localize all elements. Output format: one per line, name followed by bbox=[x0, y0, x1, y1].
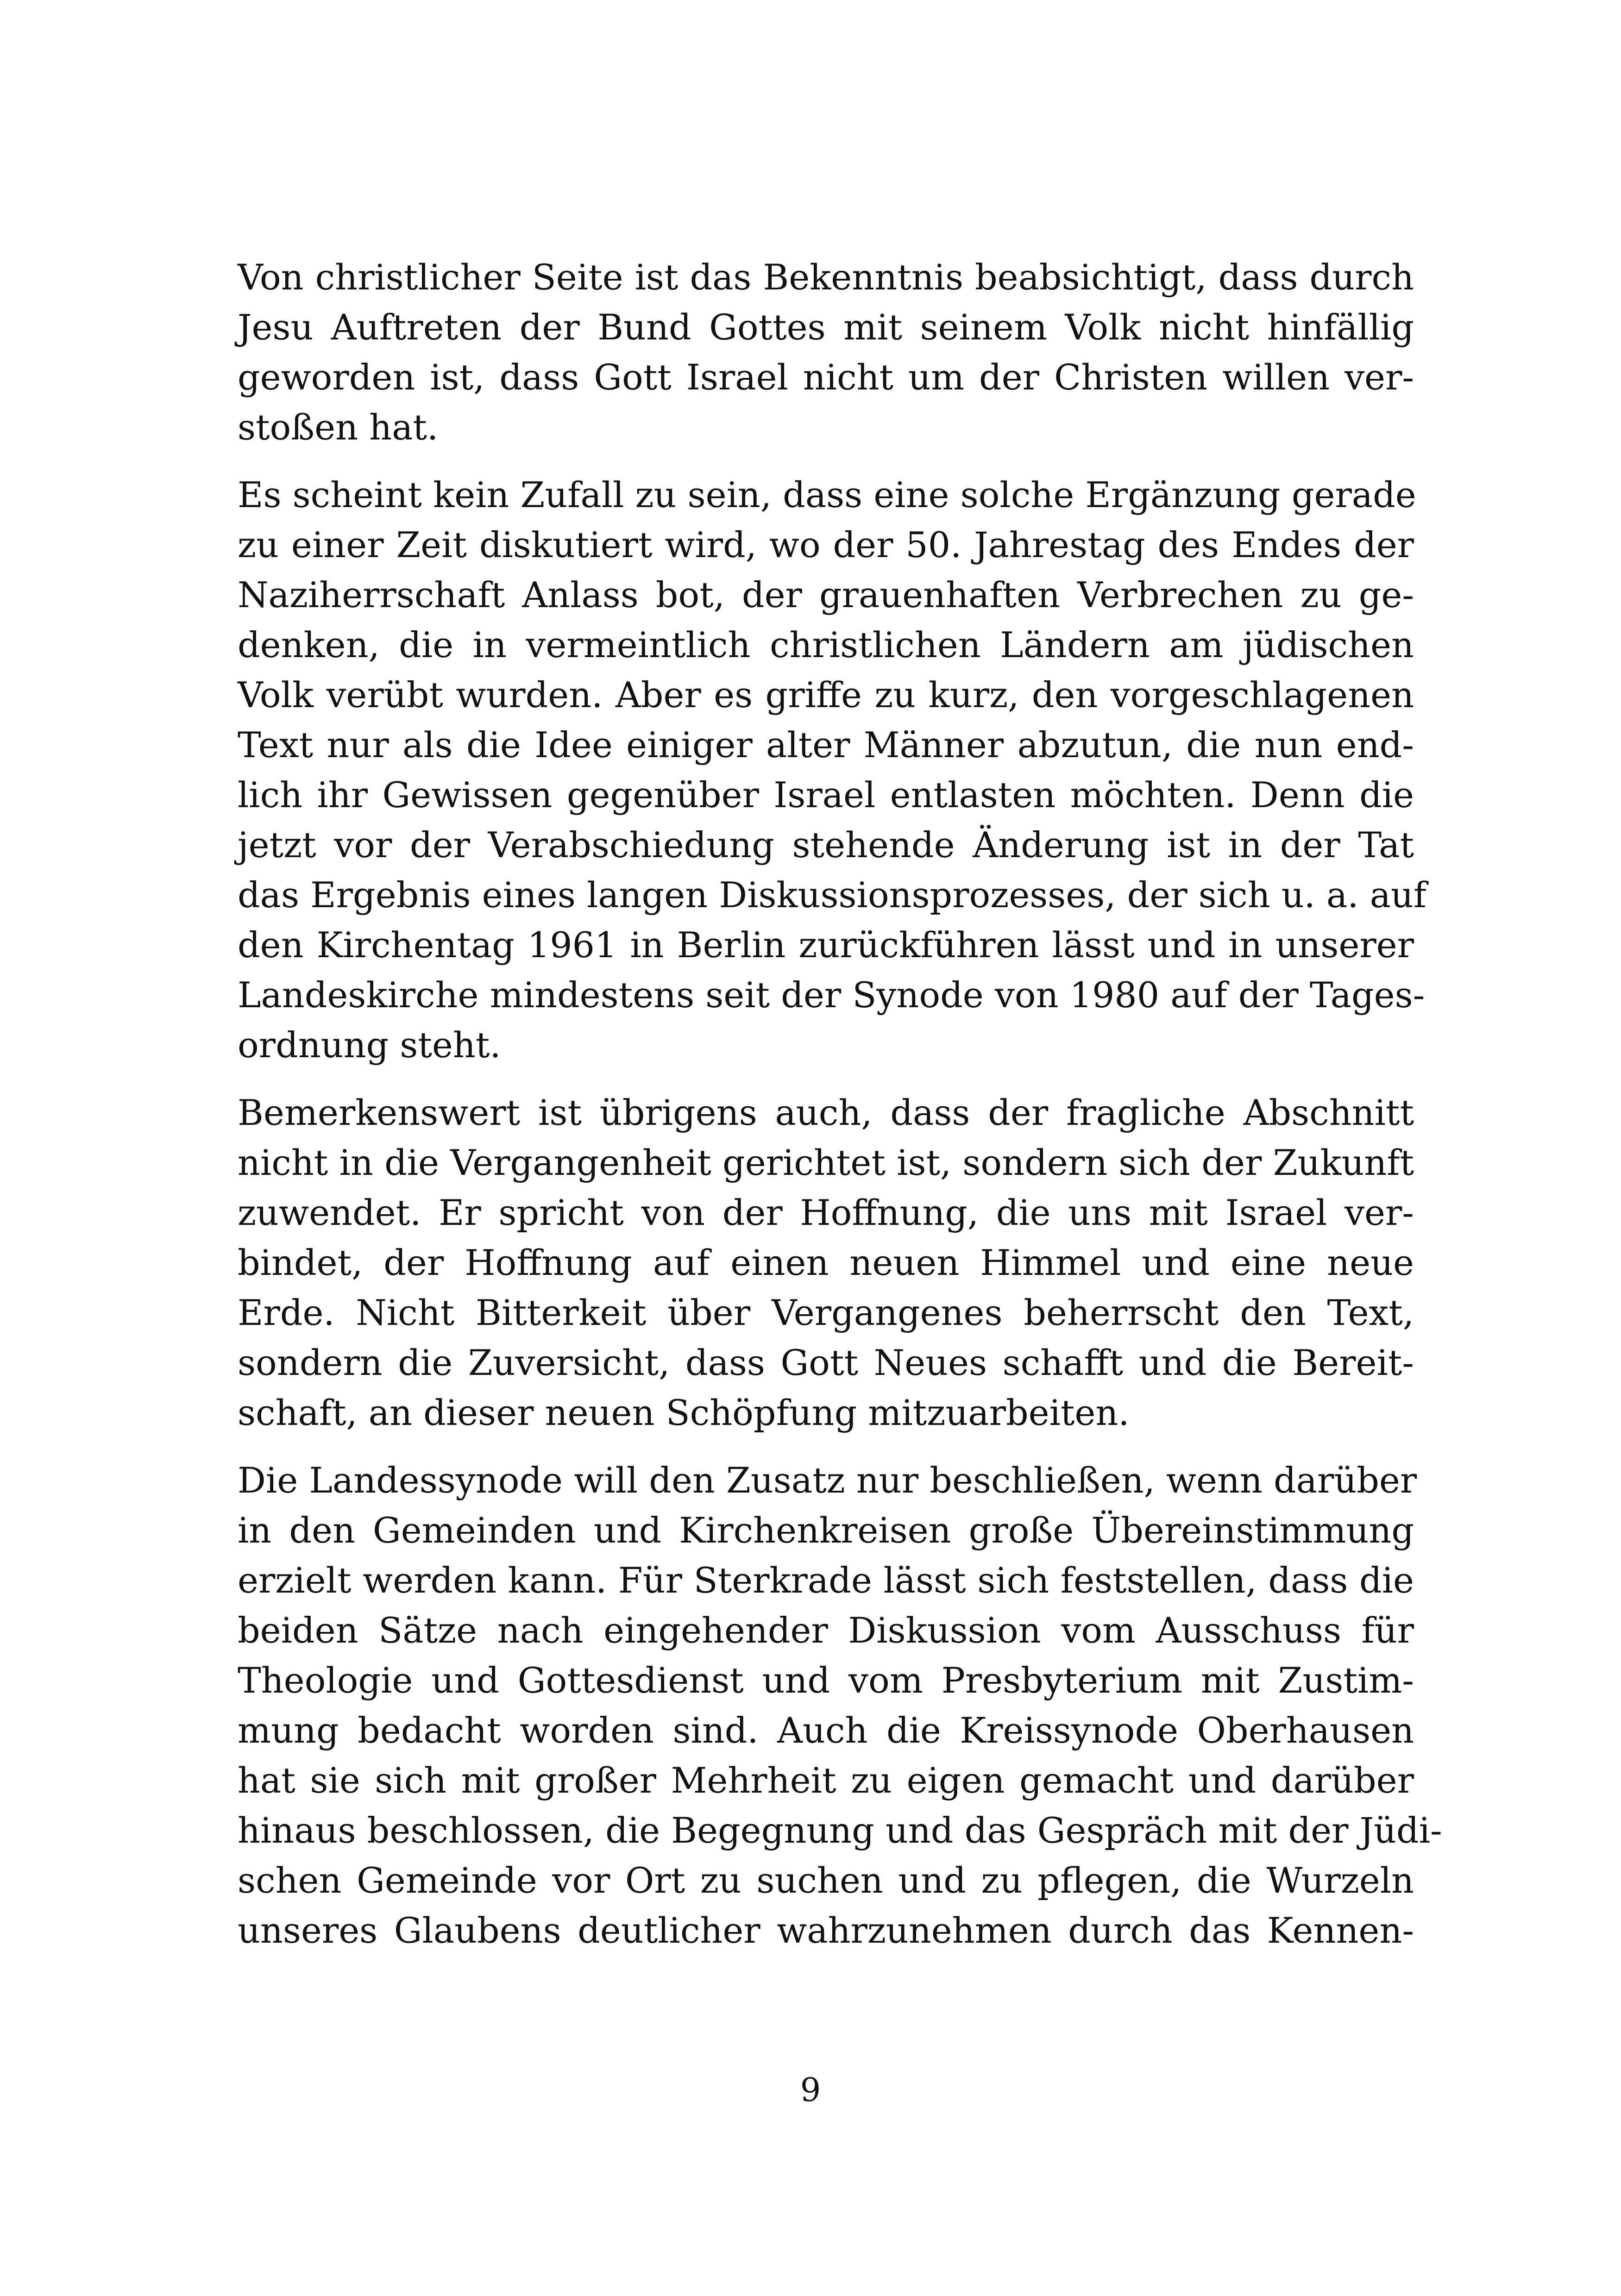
text-line: Bemerkenswert ist übrigens auch, dass der fragliche Abschnitt bbox=[238, 1092, 1414, 1133]
text-line: Jesu Auftreten der Bund Gottes mit seinem Volk nicht hinfällig bbox=[238, 307, 1414, 348]
text-line: erzielt werden kann. Für Sterkrade lässt sich feststellen, dass die bbox=[238, 1560, 1414, 1601]
text-line: das Ergebnis eines langen Diskussionsprozesses, der sich u. a. auf bbox=[238, 874, 1426, 916]
text-line: beiden Sätze nach eingehender Diskussion vom Ausschuss für bbox=[238, 1610, 1414, 1651]
body-text bbox=[238, 252, 1442, 1973]
text-line: jetzt vor der Verabschiedung stehende Änderung ist in der Tat bbox=[238, 824, 1414, 866]
text-line: mung bedacht worden sind. Auch die Kreissynode Oberhausen bbox=[238, 1710, 1414, 1751]
paragraph-3 bbox=[238, 1088, 1414, 1438]
text-line: Von christlicher Seite ist das Bekenntnis beabsichtigt, dass durch bbox=[238, 257, 1414, 298]
text-line: sondern die Zuversicht, dass Gott Neues schafft und die Bereit- bbox=[238, 1342, 1414, 1383]
text-line: hinaus beschlossen, die Begegnung und das Gespräch mit der Jüdi- bbox=[238, 1810, 1442, 1851]
text-line: lich ihr Gewissen gegenüber Israel entlasten möchten. Denn die bbox=[238, 774, 1414, 816]
text-line: Es scheint kein Zufall zu sein, dass eine solche Ergänzung gerade bbox=[238, 474, 1416, 515]
text-line: stoßen hat. bbox=[238, 407, 439, 448]
text-line: Erde. Nicht Bitterkeit über Vergangenes beherrscht den Text, bbox=[238, 1292, 1414, 1333]
paragraph-2 bbox=[238, 470, 1426, 1070]
text-line: in den Gemeinden und Kirchenkreisen große Übereinstimmung bbox=[238, 1510, 1414, 1551]
text-line: schaft, an dieser neuen Schöpfung mitzuarbeiten. bbox=[238, 1392, 1130, 1433]
text-line: Landeskirche mindestens seit der Synode von 1980 auf der Tages- bbox=[238, 974, 1425, 1016]
paragraph-4 bbox=[238, 1455, 1442, 1956]
text-line: Text nur als die Idee einiger alter Männer abzutun, die nun end- bbox=[238, 724, 1414, 765]
text-line: zuwendet. Er spricht von der Hoffnung, die uns mit Israel ver- bbox=[238, 1192, 1414, 1233]
text-line: schen Gemeinde vor Ort zu suchen und zu pflegen, die Wurzeln bbox=[238, 1860, 1414, 1901]
text-line: Theologie und Gottesdienst und vom Presbyterium mit Zustim- bbox=[238, 1660, 1414, 1701]
text-line: Volk verübt wurden. Aber es griffe zu kurz, den vorgeschlagenen bbox=[238, 674, 1414, 715]
text-line: zu einer Zeit diskutiert wird, wo der 50. Jahrestag des Endes der bbox=[238, 524, 1414, 565]
text-line: denken, die in vermeintlich christlichen Ländern am jüdischen bbox=[238, 624, 1414, 665]
paragraph-1 bbox=[238, 252, 1414, 452]
text-line: Die Landessynode will den Zusatz nur beschließen, wenn darüber bbox=[238, 1460, 1417, 1501]
text-line: den Kirchentag 1961 in Berlin zurückführen lässt und in unserer bbox=[238, 924, 1414, 966]
text-line: Naziherrschaft Anlass bot, der grauenhaften Verbrechen zu ge- bbox=[238, 574, 1414, 615]
text-line: hat sie sich mit großer Mehrheit zu eigen gemacht und darüber bbox=[238, 1760, 1414, 1801]
page-number: 9 bbox=[800, 2071, 821, 2109]
text-line: unseres Glaubens deutlicher wahrzunehmen durch das Kennen- bbox=[238, 1910, 1414, 1951]
text-line: nicht in die Vergangenheit gerichtet ist, sondern sich der Zukunft bbox=[238, 1142, 1414, 1183]
text-line: bindet, der Hoffnung auf einen neuen Himmel und eine neue bbox=[238, 1242, 1414, 1283]
text-line: geworden ist, dass Gott Israel nicht um der Christen willen ver- bbox=[238, 357, 1414, 398]
text-line: ordnung steht. bbox=[238, 1024, 501, 1066]
